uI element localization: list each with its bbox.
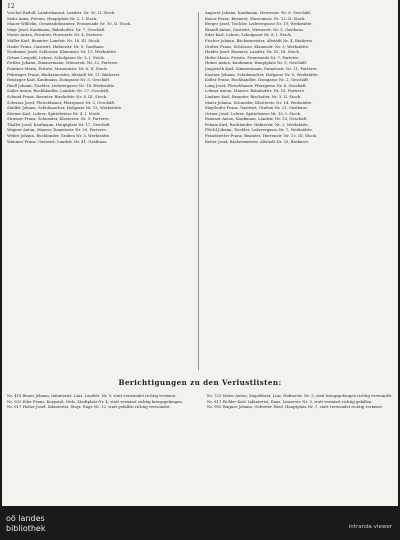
directory-entry: Wagner Anton, Maurer, Dametzstr. Nr. 20, Parterre. bbox=[7, 127, 107, 133]
directory-entry: Bauer Franz, Beamter, Museumstr. Nr. 12, II. Stock. bbox=[205, 15, 306, 21]
directory-entry: Mayr Josef, Kaufmann, Bahnhofstr. Nr. 7, Geschäft. bbox=[7, 26, 106, 32]
directory-entry: Nader Franz, Gastwirt, Hafnerstr. Nr. 9, Gasthaus. bbox=[7, 43, 105, 49]
directory-entry: Pointner Maria, Private, Museumstr. Nr. 6, II. Stock. bbox=[7, 65, 108, 71]
correction-entry: Nr. 723 Maier Anton, Zugsführer, Linz, Hafnerstr. Nr. 5, statt kriegsgefangen richtig verwundet. bbox=[207, 393, 393, 398]
directory-entry: Peham Karl, Buchbinder, Hafnerstr. Nr. 2, Werkstätte. bbox=[205, 121, 310, 127]
directory-entry: Pammer Anton, Kaufmann, Landstr. Nr. 33, Geschäft. bbox=[205, 116, 308, 122]
directory-entry: Plöchl Johann, Tischler, Lederergasse Nr. 7, Werkstätte. bbox=[205, 127, 313, 133]
corrections-title: Berichtigungen zu den Verlustlisten: bbox=[118, 378, 282, 387]
directory-entry: Mayrhofer Franz, Gastwirt, Graben Nr. 21, Gasthaus. bbox=[205, 105, 308, 111]
directory-entry: Neubauer Josef, Schlosser, Klammstr. Nr. 15, Werkstätte. bbox=[7, 49, 118, 55]
directory-entry: Haider Josef, Beamter, Landstr. Nr. 52, III. Stock. bbox=[205, 49, 300, 55]
directory-entry: Berger Josef, Tischler, Lederergasse Nr. 19, Werkstätte. bbox=[205, 21, 313, 27]
directory-entry: Müller Karl, Beamter, Landstr. Nr. 18, III. Stock. bbox=[7, 37, 101, 43]
directory-entry: Jungwirth Karl, Zimmermann, Dametzstr. Nr. 11, Parterre. bbox=[205, 65, 318, 71]
directory-entry: Prandstetter Franz, Beamter, Herrenstr. Nr. 15, III. Stock. bbox=[205, 133, 318, 139]
directory-entry: Steiner Karl, Lehrer, Spittelwiese Nr. 4, I. Stock. bbox=[7, 110, 101, 116]
directory-entry: Wimmer Franz, Gastwirt, Landstr. Nr. 41, Gasthaus. bbox=[7, 138, 108, 144]
directory-entry: Reisinger Karl, Kaufmann, Domgasse Nr. 5, Geschäft. bbox=[7, 77, 111, 83]
corrections-left-column bbox=[7, 394, 193, 411]
directory-entry: Strasser Franz, Schneider, Klosterstr. Nr. 9, Parterre. bbox=[7, 116, 110, 122]
directory-entry: Fischer Johann, Bäckermeister, Altstadt Nr. 4, Bäckerei. bbox=[205, 37, 314, 43]
directory-entry: Moser Anton, Privatier, Herrenstr. Nr. 4, Parterre. bbox=[7, 32, 104, 38]
directory-entry: Brandl Anton, Gastwirt, Wienerstr. Nr. 5, Gasthaus. bbox=[205, 26, 305, 32]
library-logo-line1: oö landes bbox=[6, 514, 45, 523]
directory-entry: Ortner Josef, Lehrer, Spittelwiese Nr. 10, I. Stock. bbox=[205, 110, 302, 116]
corrections-right-column bbox=[207, 394, 393, 411]
library-logo-line2: bibliothek bbox=[6, 524, 46, 533]
directory-entry: Eder Karl, Lehrer, Schulgasse Nr. 8, I. Stock. bbox=[205, 32, 292, 38]
correction-entry: Nr. 905 Wagner Johann, Gefreiter, Ried, Hauptplatz Nr. 7, statt verwundet richtig vermisst. bbox=[207, 404, 384, 410]
viewer-credit: intranda viewer bbox=[348, 524, 392, 530]
page-number: 12 bbox=[7, 3, 15, 10]
left-column bbox=[7, 11, 193, 373]
directory-entry: Mauer Wilhelm, Gemeindebeamter, Promenade Nr. 10, II. Stock. bbox=[7, 21, 132, 27]
directory-entry: Kastner Johann, Schuhmacher, Hofgasse Nr. 6, Werkstätte. bbox=[205, 71, 319, 77]
directory-entry: Reiter Josef, Bäckermeister, Altstadt Nr. 20, Bäckerei. bbox=[205, 138, 309, 144]
directory-entry: Pichler Johann, Zimmermann, Wienerstr. Nr. 22, Parterre. bbox=[7, 60, 119, 66]
directory-entry: Thaller Josef, Kaufmann, Hauptplatz Nr. 17, Geschäft. bbox=[7, 121, 111, 127]
directory-entry: Ortner Leopold, Lehrer, Schulgasse Nr. 3, I. Stock. bbox=[7, 54, 105, 60]
directory-entry: Mahr Anna, Private, Hauptplatz Nr. 2, I. Stock. bbox=[7, 15, 98, 21]
directory-entry: Sailer Anton, Buchhändler, Landstr. Nr. 27, Geschäft. bbox=[7, 88, 110, 94]
directory-entry: Koller Franz, Buchhändler, Domgasse Nr. 2, Geschäft. bbox=[205, 77, 310, 83]
directory-entry: Vorchel Rudolf, Landesbaurat, Landstr. Nr. 35, II. Stock. bbox=[7, 11, 116, 15]
corrections-section bbox=[7, 378, 393, 486]
document-page bbox=[2, 0, 398, 506]
directory-entry: Schmid Franz, Beamter, Bischofstr. Nr. 8, III. Stock. bbox=[7, 93, 108, 99]
directory-entry: Hofer Maria, Private, Promenade Nr. 7, Parterre. bbox=[205, 54, 300, 60]
directory-entry: Stadler Johann, Schuhmacher, Hofgasse Nr. 12, Werkstätte. bbox=[7, 105, 123, 111]
directory-entry: Huber Anton, Kaufmann, Hauptplatz Nr. 9, Geschäft. bbox=[205, 60, 308, 66]
directory-entry: Lindner Karl, Beamter, Bischofstr. Nr. 3, II. Stock. bbox=[205, 93, 302, 99]
directory-entry: Gruber Franz, Schlosser, Klammstr. Nr. 3, Werkstätte. bbox=[205, 43, 310, 49]
viewer-footer bbox=[0, 508, 400, 540]
directory-entry: Lang Josef, Fleischhauer, Pfarrgasse Nr. 8, Geschäft. bbox=[205, 82, 307, 88]
directory-entry: Schwarz Josef, Fleischhauer, Pfarrgasse Nr. 2, Geschäft. bbox=[7, 99, 116, 105]
directory-entry: Weber Johann, Buchbinder, Graben Nr. 3, Werkstätte. bbox=[7, 133, 111, 139]
directory-entry: Lehner Anton, Maurer, Bahnhofstr. Nr. 16, Parterre. bbox=[205, 88, 306, 94]
right-column bbox=[205, 11, 391, 373]
directory-entry: Angerer Johann, Kaufmann, Herrenstr. Nr. 6, Geschäft. bbox=[205, 11, 312, 15]
directory-entry: Riedl Johann, Tischler, Lederergasse Nr. 14, Werkstätte. bbox=[7, 82, 116, 88]
directory-entry: Maier Johann, Schneider, Klosterstr. Nr. 14, Werkstätte. bbox=[205, 99, 313, 105]
correction-entry: Nr. 502 Eder Franz, Korporal, Wels, Stadtplatz Nr. 4, statt vermisst richtig kriegsgefangen. bbox=[7, 398, 183, 404]
directory-entry: Pühringer Franz, Bäckermeister, Altstadt Nr. 11, Bäckerei. bbox=[7, 71, 121, 77]
correction-entry: Nr. 418 Bauer Johann, Infanterist, Linz, Landstr. Nr. 9, statt verwundet richtig vermisst. bbox=[7, 393, 177, 398]
correction-entry: Nr. 811 Pichler Karl, Infanterist, Enns, Linzerstr. Nr. 3, statt vermisst richtig gefallen. bbox=[207, 398, 373, 404]
column-divider bbox=[198, 12, 199, 370]
correction-entry: Nr. 617 Huber Josef, Infanterist, Steyr, Enge Nr. 12, statt gefallen richtig verwundet. bbox=[7, 404, 171, 410]
